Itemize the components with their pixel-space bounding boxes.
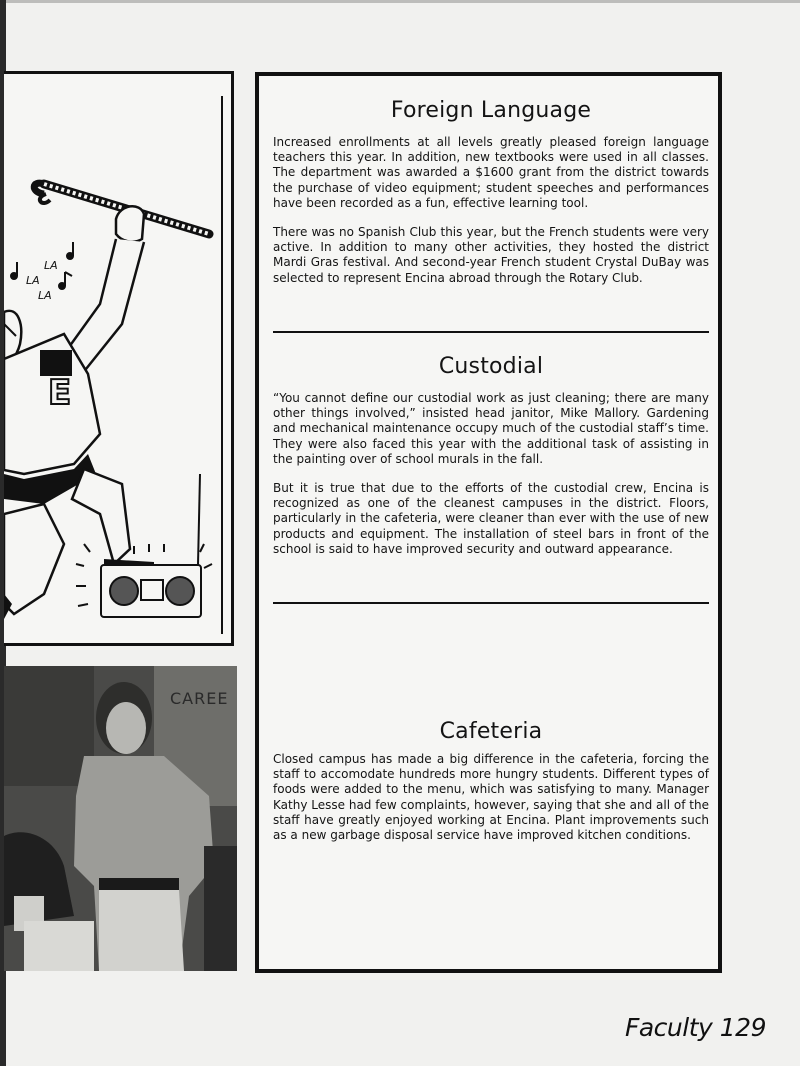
lyric-1: LA <box>26 274 40 287</box>
paragraph: Closed campus has made a big difference in the cafeteria, forcing the staff to accomodate hundreds more hungry students. Different types of foods were added to the menu, which was satisfying to many. Manager Kathy Lesse had few complaints, however, saying that she and all of the staff have greatly enjoyed working at Encina. Plant improvements such as a new garbage disposal service have improved kitchen conditions. <box>273 752 709 843</box>
section-divider <box>273 331 709 333</box>
sweater-letter: E <box>48 373 72 413</box>
photo-image <box>4 666 237 971</box>
page-folio <box>625 1013 766 1042</box>
teacher-photo <box>4 666 237 971</box>
section-title: Foreign Language <box>390 98 592 123</box>
background-sign: CAREE <box>170 689 229 708</box>
lyric-3: LA <box>38 289 52 302</box>
paragraph: But it is true that due to the efforts of the custodial crew, Encina is recognized as one of the cleanest campuses in the district. Floors, particularly in the cafeteria, were cleaner than ever with the use of new products and equipment. The installation of steel bars in front of the school is said to have improved security and outward appearance. <box>273 481 709 556</box>
section-custodial <box>273 354 709 557</box>
section-cafeteria <box>273 719 709 843</box>
lyric-2: LA <box>44 259 58 272</box>
paragraph: Increased enrollments at all levels greatly pleased foreign language teachers this year. In addition, new textbooks were used in all classes. The department was awarded a $1600 grant from the district towards the purchase of video equipment; student speeches and performances have been recorded as a fun, effective learning tool. <box>273 135 709 210</box>
cartoon-drawing <box>4 74 234 646</box>
paragraph: There was no Spanish Club this year, but the French students were very active. In addition to many other activities, they hosted the district Mardi Gras festival. And second-year French student Crystal DuBay was selected to represent Encina abroad through the Rotary Club. <box>273 225 709 285</box>
cartoon-illustration <box>4 71 234 646</box>
top-edge <box>0 0 800 3</box>
section-title: Cafeteria <box>439 719 543 744</box>
section-divider <box>273 602 709 604</box>
paragraph: “You cannot define our custodial work as just cleaning; there are many other things involved,” insisted head janitor, Mike Mallory. Gardening and mechanical maintenance occupy much of the custodial staff’s time. They were also faced this year with the additional task of assisting in the painting over of school murals in the fall. <box>273 391 709 466</box>
article-frame <box>255 72 722 973</box>
folio-section-name: Faculty <box>624 1013 713 1042</box>
page-number: 129 <box>719 1013 766 1042</box>
music-notes-icon <box>11 242 73 289</box>
section-title: Custodial <box>438 354 544 379</box>
section-foreign-language <box>273 98 709 286</box>
